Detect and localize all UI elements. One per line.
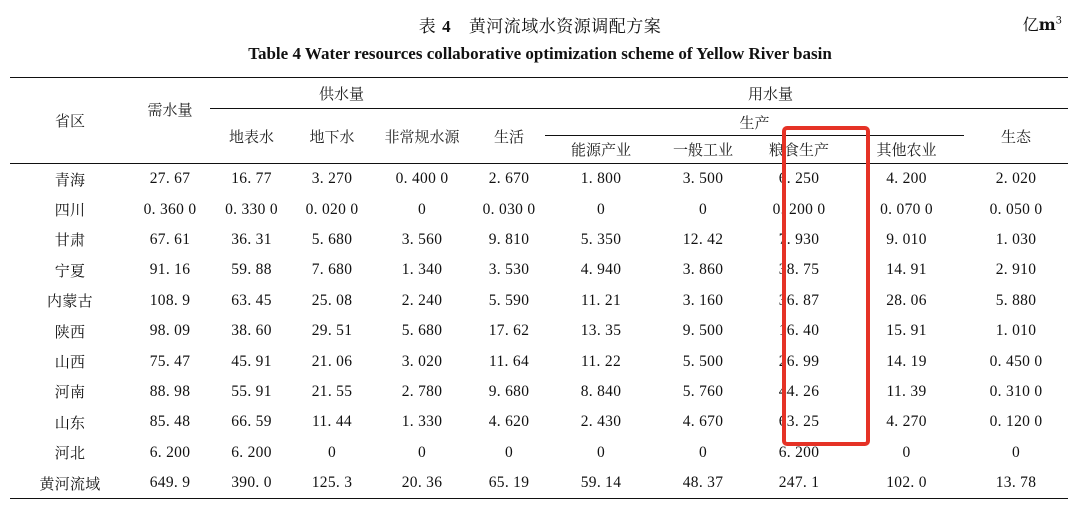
table-row [10,346,1068,376]
cell-ground: 11. 44 [312,413,352,431]
cell-energy: 13. 35 [580,322,622,340]
table-title-en: Table 4 Water resources collaborative optimization scheme of Yellow River basin [248,44,832,63]
col-header-surface: 地表水 [210,109,293,164]
cell-other-agri: 4. 200 [886,170,927,188]
cell-domestic: 65. 19 [488,474,530,492]
cell-other-agri: 4. 270 [886,413,927,431]
cell-ecology: 0. 310 0 [989,382,1043,400]
cell-demand: 88. 98 [149,382,191,400]
cell-demand: 98. 09 [149,322,191,340]
cell-industry: 3. 160 [682,291,724,309]
table-row [10,316,1068,346]
cell-demand: 108. 9 [149,291,191,309]
cell-industry: 5. 760 [682,382,724,400]
cell-ecology: 5. 880 [995,291,1037,309]
cell-surface: 45. 91 [231,352,272,370]
cell-domestic: 9. 810 [488,230,530,248]
cell-unconventional: 2. 780 [401,382,443,400]
cell-ground: 25. 08 [311,291,353,309]
cell-grain: 247. 1 [778,474,820,492]
cell-grain: 38. 75 [778,261,820,279]
cell-domestic: 9. 680 [488,382,530,400]
cell-unconventional: 1. 340 [401,261,443,279]
table-row [10,468,1068,499]
cell-grain: 63. 25 [778,413,820,431]
cell-energy: 0 [596,443,606,461]
unit-power: 3 [1055,15,1062,27]
table-row [10,255,1068,285]
cell-province: 内蒙古 [47,292,93,311]
table-row [10,438,1068,468]
cell-surface: 16. 77 [231,170,272,188]
cell-ground: 3. 270 [311,170,353,188]
col-header-ecology: 生态 [964,109,1068,164]
cell-ecology: 0. 450 0 [989,352,1043,370]
cell-demand: 27. 67 [149,170,191,188]
title-cn-prefix: 表 [418,17,437,37]
cell-domestic: 17. 62 [488,322,530,340]
cell-surface: 6. 200 [231,443,272,461]
cell-ecology: 0 [1011,443,1021,461]
unit-label [1023,12,1062,35]
title-cn-text: 黄河流域水资源调配方案 [468,17,662,37]
water-allocation-table [10,77,1068,499]
cell-province: 四川 [54,201,86,220]
cell-ground: 21. 06 [311,352,353,370]
cell-ecology: 1. 010 [995,322,1037,340]
table-body [10,164,1068,499]
cell-unconventional: 3. 560 [401,230,443,248]
col-header-production-group: 生产 [545,109,964,136]
cell-ecology: 13. 78 [995,474,1037,492]
cell-industry: 9. 500 [682,322,724,340]
cell-surface: 66. 59 [231,413,272,431]
table-row [10,407,1068,437]
cell-other-agri: 102. 0 [886,474,927,492]
cell-demand: 0. 360 0 [143,200,197,218]
cell-grain: 36. 87 [778,291,820,309]
cell-unconventional: 2. 240 [401,291,443,309]
cell-grain: 6. 250 [778,170,820,188]
cell-other-agri: 9. 010 [886,230,927,248]
cell-province: 宁夏 [54,261,86,280]
col-header-ground: 地下水 [293,109,371,164]
table-row [10,164,1068,195]
cell-grain: 0. 200 0 [772,200,826,218]
table-row [10,225,1068,255]
unit-base: m [1038,15,1056,34]
cell-province: 甘肃 [54,231,86,250]
cell-energy: 4. 940 [580,261,622,279]
col-header-industry: 一般工业 [657,136,749,164]
cell-province: 陕西 [54,322,86,341]
col-header-domestic: 生活 [473,109,545,164]
cell-province: 黄河流域 [39,474,101,493]
cell-industry: 0 [698,443,708,461]
cell-other-agri: 15. 91 [886,322,927,340]
cell-demand: 649. 9 [149,474,191,492]
cell-domestic: 0. 030 0 [482,200,536,218]
cell-energy: 2. 430 [580,413,622,431]
cell-other-agri: 28. 06 [886,291,927,309]
cell-surface: 0. 330 0 [225,200,278,218]
col-header-grain: 粮食生产 [749,136,849,164]
cell-energy: 8. 840 [580,382,622,400]
table-row [10,377,1068,407]
cell-industry: 3. 860 [682,261,724,279]
cell-ground: 125. 3 [311,474,353,492]
cell-ground: 7. 680 [311,261,353,279]
cell-domestic: 5. 590 [488,291,530,309]
cell-unconventional: 20. 36 [401,474,443,492]
cell-demand: 67. 61 [149,230,191,248]
cell-province: 青海 [54,170,86,189]
cell-ground: 0. 020 0 [305,200,359,218]
cell-energy: 1. 800 [580,170,622,188]
cell-ground: 21. 55 [311,382,353,400]
cell-ground: 29. 51 [311,322,353,340]
col-header-demand: 需水量 [130,78,210,164]
cell-domestic: 2. 670 [488,170,530,188]
cell-surface: 63. 45 [231,291,272,309]
cell-energy: 59. 14 [580,474,622,492]
cell-energy: 5. 350 [580,230,622,248]
col-header-unconventional: 非常规水源 [371,109,473,164]
cell-surface: 38. 60 [231,322,272,340]
cell-industry: 12. 42 [682,230,724,248]
cell-domestic: 4. 620 [488,413,530,431]
cell-surface: 36. 31 [231,230,272,248]
cell-demand: 75. 47 [149,352,191,370]
cell-grain: 16. 40 [778,322,820,340]
cell-ground: 5. 680 [311,230,353,248]
table-row [10,286,1068,316]
cell-ecology: 0. 120 0 [989,413,1043,431]
cell-unconventional: 0 [417,200,427,218]
cell-other-agri: 0 [902,443,911,461]
cell-grain: 44. 26 [778,382,820,400]
cell-ground: 0 [327,443,337,461]
title-cn-number: 4 [442,17,452,36]
cell-industry: 0 [698,200,708,218]
cell-unconventional: 5. 680 [401,322,443,340]
col-header-energy: 能源产业 [545,136,657,164]
cell-industry: 48. 37 [682,474,724,492]
unit-prefix: 亿 [1022,15,1039,34]
cell-unconventional: 1. 330 [401,413,443,431]
cell-province: 山东 [54,413,86,432]
cell-grain: 26. 99 [778,352,820,370]
cell-other-agri: 14. 91 [886,261,927,279]
table-row [10,194,1068,224]
cell-industry: 3. 500 [682,170,724,188]
cell-province: 河南 [54,383,86,402]
col-header-use-group: 用水量 [473,78,1068,109]
cell-grain: 7. 930 [778,230,820,248]
cell-surface: 390. 0 [231,474,272,492]
cell-domestic: 3. 530 [488,261,530,279]
col-header-province: 省区 [10,78,130,164]
cell-demand: 6. 200 [149,443,191,461]
cell-unconventional: 0 [417,443,427,461]
cell-other-agri: 11. 39 [886,382,927,400]
cell-other-agri: 0. 070 0 [880,200,933,218]
cell-demand: 91. 16 [149,261,191,279]
cell-surface: 55. 91 [231,382,272,400]
cell-ecology: 2. 910 [995,261,1037,279]
cell-demand: 85. 48 [149,413,191,431]
cell-energy: 11. 21 [581,291,621,309]
cell-surface: 59. 88 [231,261,272,279]
table-title-cn [0,12,1080,37]
cell-province: 山西 [54,353,86,372]
cell-industry: 4. 670 [682,413,724,431]
cell-ecology: 1. 030 [995,230,1037,248]
cell-unconventional: 0. 400 0 [395,170,449,188]
cell-energy: 0 [596,200,606,218]
cell-domestic: 11. 64 [489,352,529,370]
cell-energy: 11. 22 [581,352,621,370]
cell-unconventional: 3. 020 [401,352,443,370]
cell-ecology: 0. 050 0 [989,200,1043,218]
col-header-other-agri: 其他农业 [849,136,964,164]
cell-ecology: 2. 020 [995,170,1037,188]
cell-province: 河北 [54,444,86,463]
cell-other-agri: 14. 19 [886,352,927,370]
cell-domestic: 0 [504,443,514,461]
cell-grain: 6. 200 [778,443,820,461]
col-header-supply-group: 供水量 [210,78,473,109]
cell-industry: 5. 500 [682,352,724,370]
